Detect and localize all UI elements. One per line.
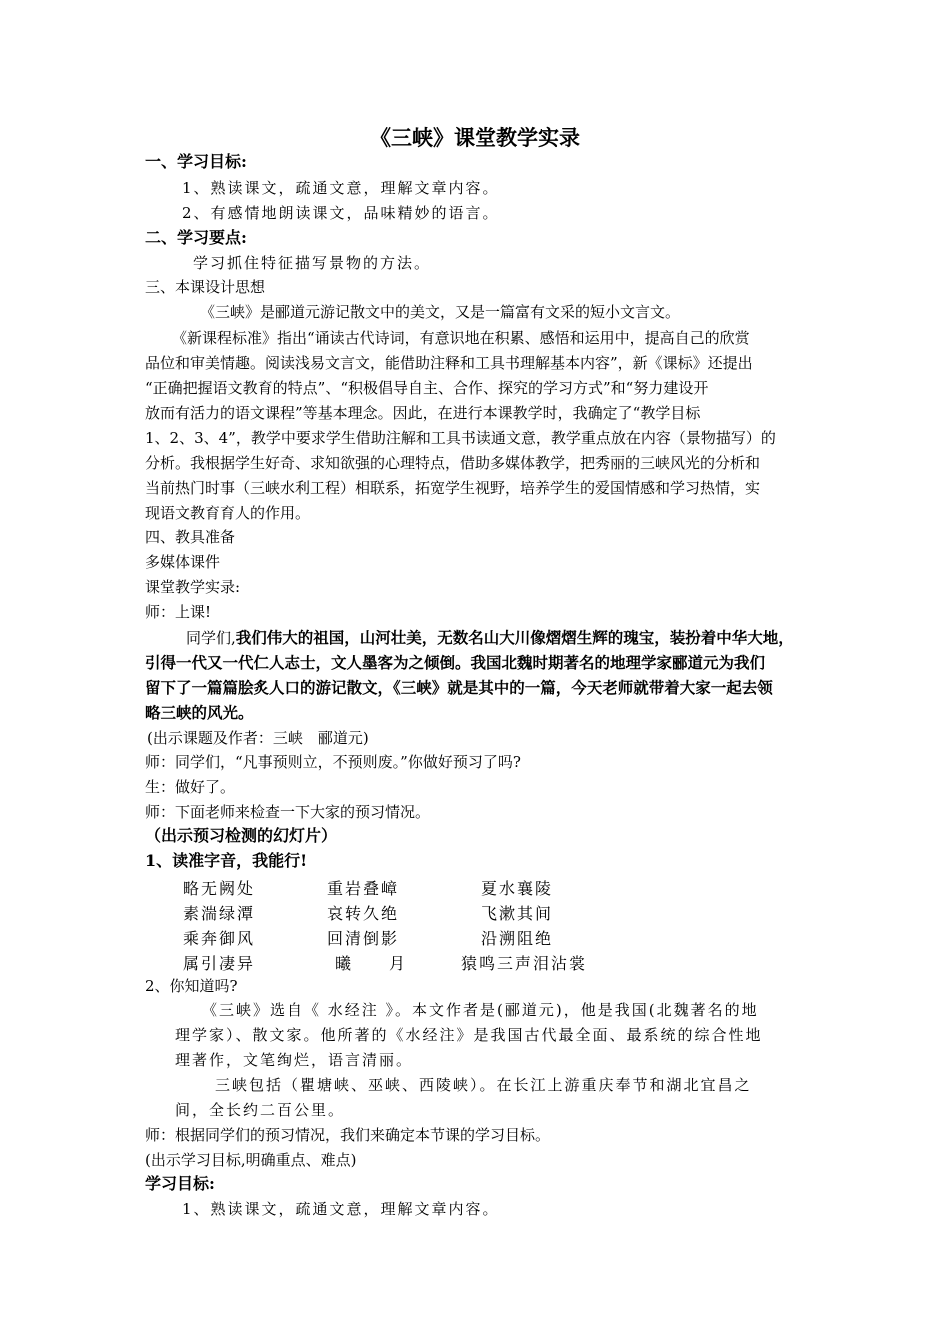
word-cell: 回清倒影: [327, 929, 400, 948]
record-heading: 课堂教学实录:: [145, 578, 241, 596]
word-cell: 重岩叠嶂: [327, 879, 400, 898]
tools-text: 多媒体课件: [145, 553, 221, 571]
section-heading-keypoints: 二、学习要点:: [145, 228, 247, 247]
question-heading: 2、你知道吗?: [145, 977, 238, 995]
answer-line: 理著作，文笔绚烂，语言清丽。: [175, 1051, 414, 1069]
question-heading: 1、读准字音，我能行!: [145, 851, 308, 870]
goal-item: 1、熟读课文，疏通文意，理解文章内容。: [182, 1200, 500, 1218]
goal-item: 2、有感情地朗读课文，品味精妙的语言。: [182, 204, 500, 222]
dialogue-line: 师：同学们，“凡事预则立，不预则废。”你做好预习了吗?: [145, 753, 521, 771]
word-cell: 略无阙处: [183, 879, 256, 898]
slide-heading: （出示预习检测的幻灯片）: [145, 826, 338, 845]
dialogue-line: 师：上课!: [145, 603, 212, 621]
dialogue-line: 师：下面老师来检查一下大家的预习情况。: [145, 803, 431, 821]
goals-heading: 学习目标:: [145, 1174, 215, 1193]
word-row: [0, 951, 950, 971]
answer-line: 理学家）、散文家。他所著的《水经注》是我国古代最全面、最系统的综合性地: [175, 1026, 763, 1044]
word-cell: 曦 月: [335, 954, 408, 973]
word-cell: 属引凄异: [183, 954, 256, 973]
answer-line: 间，全长约二百公里。: [175, 1101, 346, 1119]
intro-bold-line: 引得一代又一代仁人志士，文人墨客为之倾倒。我国北魏时期著名的地理学家郦道元为我们: [145, 653, 766, 672]
stage-direction: (出示课题及作者：三峡 郦道元): [147, 729, 369, 747]
paragraph-line: 品位和审美情趣。阅读浅易文言文，能借助注释和工具书理解基本内容”，新《课标》还提出: [145, 354, 753, 372]
intro-plain: 同学们,: [186, 629, 236, 647]
paragraph-line: 《三峡》是郦道元游记散文中的美文，又是一篇富有文采的短小文言文。: [200, 303, 681, 321]
word-cell: 哀转久绝: [327, 904, 400, 923]
intro-bold-line: 略三峡的风光。: [145, 703, 254, 722]
paragraph-line: 现语文教育育人的作用。: [145, 504, 311, 522]
dialogue-line: 生：做好了。: [145, 778, 236, 796]
word-row: [0, 926, 950, 946]
word-cell: 猿鸣三声泪沾裳: [461, 954, 588, 973]
paragraph-line: “正确把握语文教育的特点”、“积极倡导自主、合作、探究的学习方式”和“努力建设开: [145, 379, 709, 397]
section-heading-tools: 四、教具准备: [145, 528, 236, 546]
keypoint-text: 学习抓住特征描写景物的方法。: [193, 254, 432, 272]
stage-direction: (出示学习目标,明确重点、难点): [145, 1151, 357, 1169]
paragraph-line: 当前热门时事（三峡水利工程）相联系，拓宽学生视野，培养学生的爱国情感和学习热情，实: [145, 479, 761, 497]
paragraph-line: 《新课程标准》指出“诵读古代诗词，有意识地在积累、感悟和运用中，提高自己的欣赏: [172, 329, 750, 347]
word-row: [0, 901, 950, 921]
section-heading-design: 三、本课设计思想: [145, 278, 266, 296]
page-title: 《三峡》课堂教学实录: [370, 125, 580, 150]
word-cell: 夏水襄陵: [481, 879, 554, 898]
answer-line: 《三峡》选自《 水经注 》。本文作者是(郦道元)，他是我国(北魏著名的地: [202, 1001, 759, 1019]
word-row: [0, 876, 950, 896]
word-cell: 素湍绿潭: [183, 904, 256, 923]
section-heading-goals: 一、学习目标:: [145, 152, 247, 171]
dialogue-line: 师：根据同学们的预习情况，我们来确定本节课的学习目标。: [145, 1126, 551, 1144]
intro-line: [186, 628, 794, 648]
goal-item: 1、熟读课文，疏通文意，理解文章内容。: [182, 179, 500, 197]
paragraph-line: 1、2、3、4”，教学中要求学生借助注解和工具书读通文意，教学重点放在内容（景物描写）的: [145, 429, 776, 447]
paragraph-line: 分析。我根据学生好奇、求知欲强的心理特点，借助多媒体教学，把秀丽的三峡风光的分析和: [145, 454, 761, 472]
answer-line: 三峡包括（瞿塘峡、巫峡、西陵峡）。在长江上游重庆奉节和湖北宜昌之: [215, 1076, 752, 1094]
word-cell: 沿溯阻绝: [481, 929, 554, 948]
intro-bold: 我们伟大的祖国，山河壮美，无数名山大川像熠熠生辉的瑰宝，装扮着中华大地，: [235, 628, 794, 647]
paragraph-line: 放而有活力的语文课程”等基本理念。因此，在进行本课教学时，我确定了“教学目标: [145, 404, 701, 422]
word-cell: 飞漱其间: [481, 904, 554, 923]
word-cell: 乘奔御风: [183, 929, 256, 948]
intro-bold-line: 留下了一篇篇脍炙人口的游记散文，《三峡》就是其中的一篇，今天老师就带着大家一起去领: [145, 678, 773, 697]
